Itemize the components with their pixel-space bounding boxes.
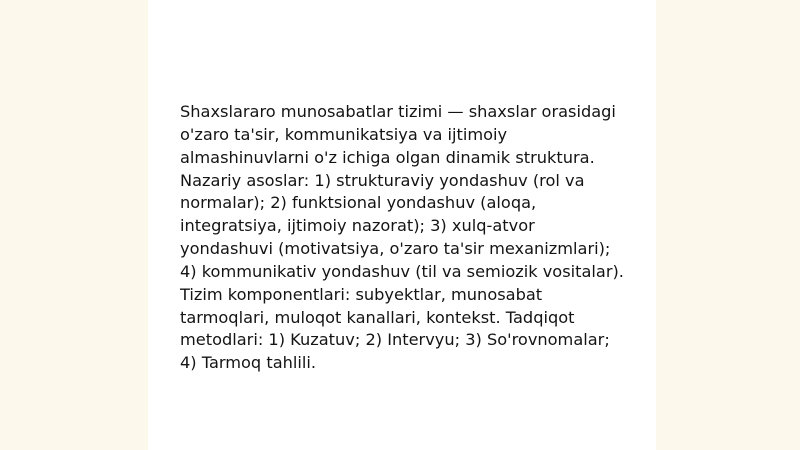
text-line: metodlari: 1) Kuzatuv; 2) Intervyu; 3) So'rovnomalar; — [180, 330, 610, 350]
text-line: 4) kommunikativ yondashuv (til va semiozik vositalar). — [180, 261, 624, 281]
text-line: Nazariy asoslar: 1) strukturaviy yondashuv (rol va — [180, 170, 585, 190]
body-paragraph — [180, 101, 630, 375]
text-line: integratsiya, ijtimoiy nazorat); 3) xulq-atvor — [180, 216, 535, 236]
text-line: o'zaro ta'sir, kommunikatsiya va ijtimoiy — [180, 124, 508, 144]
text-line: 4) Tarmoq tahlili. — [180, 353, 317, 373]
document-page — [148, 0, 656, 450]
text-line: yondashuvi (motivatsiya, o'zaro ta'sir mexanizmlari); — [180, 239, 611, 259]
text-line: Tizim komponentlari: subyektlar, munosabat — [180, 284, 543, 304]
text-line: almashinuvlarni o'z ichiga olgan dinamik struktura. — [180, 147, 595, 167]
text-line: normalar); 2) funktsional yondashuv (aloqa, — [180, 193, 537, 213]
text-line: tarmoqlari, muloqot kanallari, kontekst. Tadqiqot — [180, 307, 575, 327]
text-line: Shaxslararo munosabatlar tizimi — shaxslar orasidagi — [180, 102, 616, 121]
